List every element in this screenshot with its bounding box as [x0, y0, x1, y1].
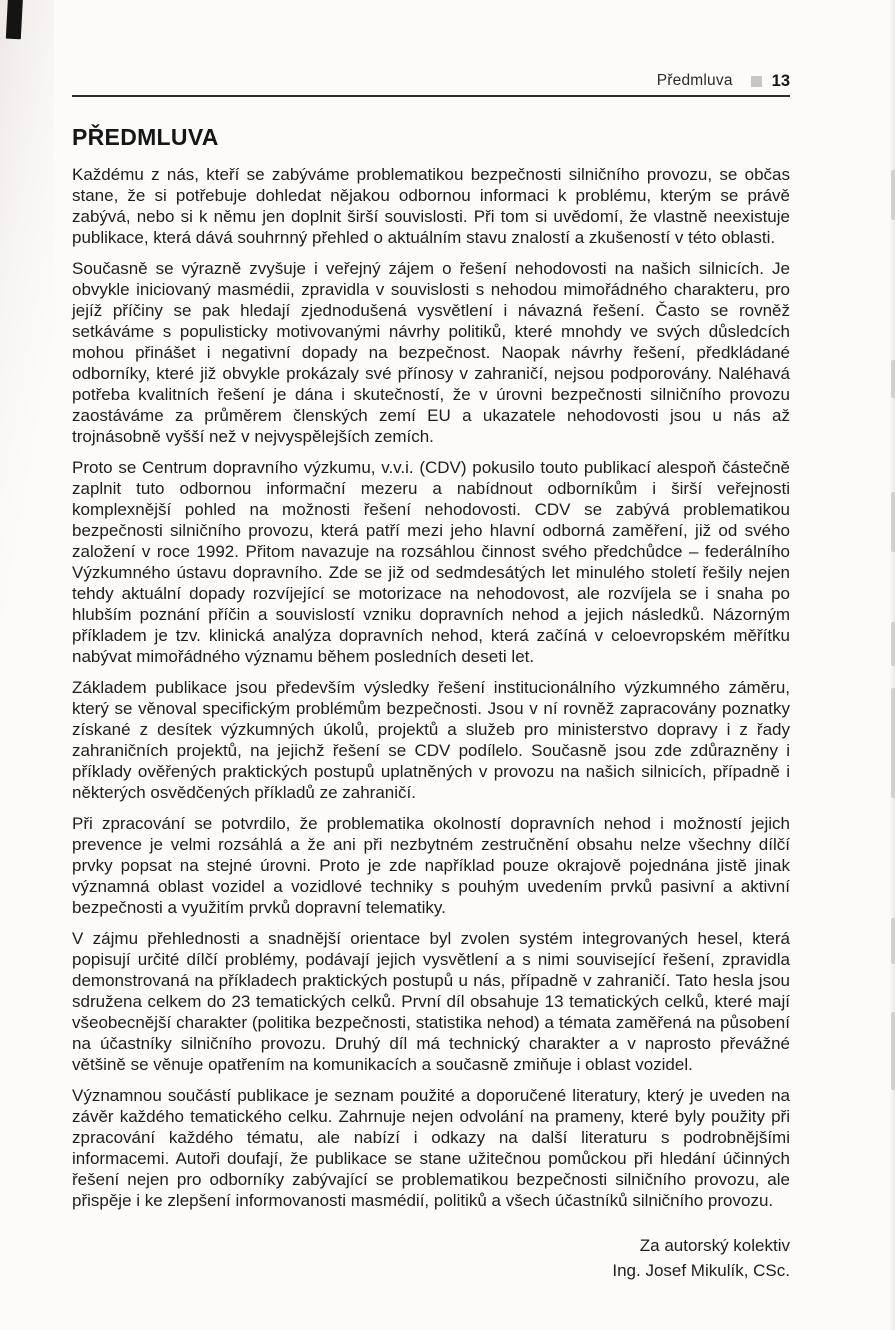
body-paragraph: Významnou součástí publikace je seznam použité a doporučené literatury, který je uveden na závěr každého tematického celku. Zahrnuje nejen odvolání na prameny, které byly použity při zpracování každého tématu, ale nabízí i odkazy na další literaturu s podrobnějšími informacemi. Autoři doufají, že publikace se stane užitečnou pomůckou při hledání účinných řešení nejen pro odborníky zabývající se problematikou bezpečnosti silničního provozu, ale přispěje i ke zlepšení informovanosti masmédií, politiků a všech účastníků silničního provozu. [72, 1086, 790, 1211]
body-paragraph: Základem publikace jsou především výsledky řešení institucionálního výzkumného záměru, který se věnoval specifickým problémům bezpečnosti. Jsou v ní rovněž zapracovány poznatky získané z desítek výzkumných úkolů, projektů a služeb pro ministerstvo dopravy i z řady zahraničních projektů, na jejichž řešení se CDV podílelo. Současně jsou zde zdůrazněny i příklady ověřených praktických postupů uplatněných v provozu na našich silnicích, případně i některých osvědčených příkladů ze zahraničí. [72, 678, 790, 803]
scan-smudge [891, 492, 895, 552]
scan-smudge [891, 360, 895, 398]
body-paragraph: Každému z nás, kteří se zabýváme problematikou bezpečnosti silničního provozu, se občas stane, že si potřebuje dohledat nějakou odbornou informaci k problému, kterým se právě zabývá, nebo si k němu jen doplnit širší souvislosti. Při tom si uvědomí, že vlastně neexistuje publikace, která dává souhrnný přehled o aktuálním stavu znalostí a zkušeností v této oblasti. [72, 165, 790, 248]
signature-line-author: Ing. Josef Mikulík, CSc. [612, 1261, 790, 1281]
body-paragraph: Při zpracování se potvrdilo, že problematika okolností dopravních nehod i možností jejich prevence je velmi rozsáhlá a že ani při nezbytném zestručnění obsahu nelze všechny dílčí prvky popsat na stejné úrovni. Proto je zde například pouze okrajově pojednána jistě jinak významná oblast vozidel a vozidlové techniky s pouhým uvedením prvků pasivní a aktivní bezpečnosti a využitím prvků dopravní telematiky. [72, 814, 790, 918]
signature-block [72, 1233, 790, 1283]
running-header [72, 72, 790, 90]
section-marker-square-icon [751, 76, 762, 87]
signature-line-collective: Za autorský kolektiv [639, 1236, 790, 1256]
scan-artifact-mark [6, 0, 23, 39]
body-paragraph: V zájmu přehlednosti a snadnější orientace byl zvolen systém integrovaných hesel, která popisují určité dílčí problémy, podávají jejich vysvětlení a s nimi související řešení, zpravidla demonstrovaná na příkladech praktických postupů u nás, případně v zahraničí. Tato hesla jsou sdružena celkem do 23 tematických celků. První díl obsahuje 13 tematických celků, které mají všeobecnější charakter (politika bezpečnosti, statistika nehod) a témata zaměřená na působení na účastníky silničního provozu. Druhý díl má technický charakter a v naprosto převážné většině se věnuje opatřením na komunikacích a současně zmiňuje i oblast vozidel. [72, 929, 790, 1075]
scan-smudge [891, 688, 895, 798]
page-content [72, 72, 790, 1283]
body-paragraph: Současně se výrazně zvyšuje i veřejný zájem o řešení nehodovosti na našich silnicích. Je obvykle iniciovaný masmédii, zpravidla v souvislosti s nehodou mimořádného charakteru, pro jejíž příčiny se pak hledají zjednodušená vysvětlení i návazná řešení. Často se rovněž setkáváme s populisticky motivovanými návrhy politiků, které mnohdy ve svých důsledcích mohou přinášet i negativní dopady na bezpečnost. Naopak návrhy řešení, předkládané odborníky, které již obvykle prokázaly své přínosy v zahraničí, nejsou podporovány. Naléhavá potřeba kvalitních řešení je dána i skutečností, že v úrovni bezpečnosti silničního provozu zaostáváme za průměrem členských zemí EU a ukazatele nehodovosti jsou u nás až trojnásobně vyšší než v nejvyspělejších zemích. [72, 259, 790, 447]
page-number: 13 [771, 71, 790, 90]
scan-shadow-left [0, 0, 54, 620]
scan-smudge [891, 1012, 895, 1090]
scan-smudge [891, 622, 895, 666]
running-header-title: Předmluva [656, 72, 733, 89]
scan-smudge [891, 918, 895, 964]
scan-smudge [891, 170, 895, 220]
header-rule [72, 95, 790, 97]
page-title: PŘEDMLUVA [72, 124, 219, 151]
body-paragraph: Proto se Centrum dopravního výzkumu, v.v.i. (CDV) pokusilo touto publikací alespoň částečně zaplnit tuto odbornou informační mezeru a nabídnout odborníkům i širší veřejnosti komplexnější pohled na možnosti řešení nehodovosti. CDV se zabývá problematikou bezpečnosti silničního provozu, která patří mezi jeho hlavní odborná zaměření, již od svého založení v roce 1992. Přitom navazuje na rozsáhlou činnost svého předchůdce – federálního Výzkumného ústavu dopravního. Zde se již od sedmdesátých let minulého století řešily nejen tehdy aktuální dopady rozvíjející se motorizace na nehodovost, ale rozvíjela se i snaha po hlubším poznání příčin a souvislostí vzniku dopravních nehod a jejich následků. Názorným příkladem je tzv. klinická analýza dopravních nehod, která začíná v celoevropském měřítku nabývat mimořádného významu během posledních deseti let. [72, 458, 790, 667]
